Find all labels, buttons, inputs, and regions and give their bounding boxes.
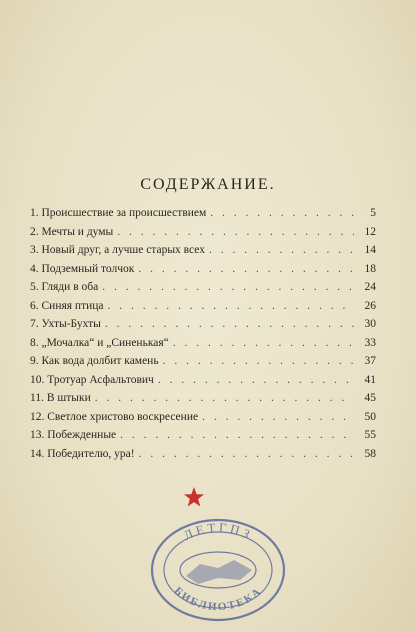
toc-entry-title: 6. Синяя птица [30,299,104,312]
toc-entry [30,408,376,427]
toc-entry-title: 12. Светлое христово воскресение [30,410,199,423]
toc-entry [30,445,376,464]
toc-leader-dots [102,278,354,297]
toc-page-number: 24 [364,281,376,293]
red-star-icon [183,486,205,508]
toc-entry-title: 1. Происшествие за происшествием [30,207,207,219]
toc-entry-title: 9. Как вода долбит камень [30,355,159,367]
toc-leader-dots [105,315,354,334]
toc-leader-dots [120,426,354,445]
toc-entry [30,204,376,223]
toc-entry-title: 8. „Мочалка“ и „Синенькая“ [30,336,169,349]
toc-entry [30,334,376,353]
toc-entry [30,371,376,390]
toc-entry-title: 13. Побежденные [30,429,117,441]
toc-entry [30,297,376,316]
library-stamp [148,516,288,628]
toc-page-number: 12 [364,225,376,238]
toc-entry [30,241,376,260]
toc-leader-dots [139,445,354,464]
toc-leader-dots [95,389,354,408]
toc-entry [30,426,376,445]
toc-page-number: 45 [364,392,376,404]
toc-entry-title: 4. Подземный толчок [30,262,135,275]
toc-leader-dots [117,223,354,242]
toc-leader-dots [163,352,354,371]
toc-leader-dots [173,334,354,353]
svg-text:БИБЛИОТЕКА [172,585,265,613]
toc-leader-dots [158,371,354,390]
toc-page-number: 58 [364,447,376,460]
toc-entry [30,389,376,408]
toc-leader-dots [108,297,354,316]
toc-entry-title: 14. Победителю, ура! [30,447,135,460]
toc-entry [30,260,376,279]
toc-page-number: 14 [364,244,376,256]
toc-entry-title: 5. Гляди в оба [30,281,99,293]
toc-entry [30,315,376,334]
page-title: СОДЕРЖАНИЕ. [140,176,276,193]
toc-leader-dots [202,408,354,427]
toc-page-number: 5 [370,207,376,219]
stamp-bottom-text: БИБЛИОТЕКА [171,584,265,614]
table-of-contents [30,204,376,463]
toc-page-number: 30 [364,318,376,330]
toc-entry [30,278,376,297]
toc-entry-title: 2. Мечты и думы [30,225,114,238]
toc-entry-title: 7. Ухты-Бухты [30,318,101,330]
toc-page-number: 37 [364,355,376,367]
toc-page-number: 50 [364,410,376,423]
toc-page-number: 18 [364,262,376,275]
toc-leader-dots [210,204,354,223]
toc-leader-dots [138,260,354,279]
toc-page-number: 55 [364,429,376,441]
toc-page-number: 26 [364,299,376,312]
toc-entry [30,223,376,242]
toc-entry [30,352,376,371]
toc-leader-dots [209,241,354,260]
toc-page-number: 33 [364,336,376,349]
toc-entry-title: 10. Тротуар Асфальтович [30,373,154,386]
toc-entry-title: 3. Новый друг, а лучше старых всех [30,244,205,256]
toc-entry-title: 11. В штыки [30,392,91,404]
toc-page-number: 41 [364,373,376,386]
stamp-top-text: ЛЕТГПЗ [181,519,256,544]
